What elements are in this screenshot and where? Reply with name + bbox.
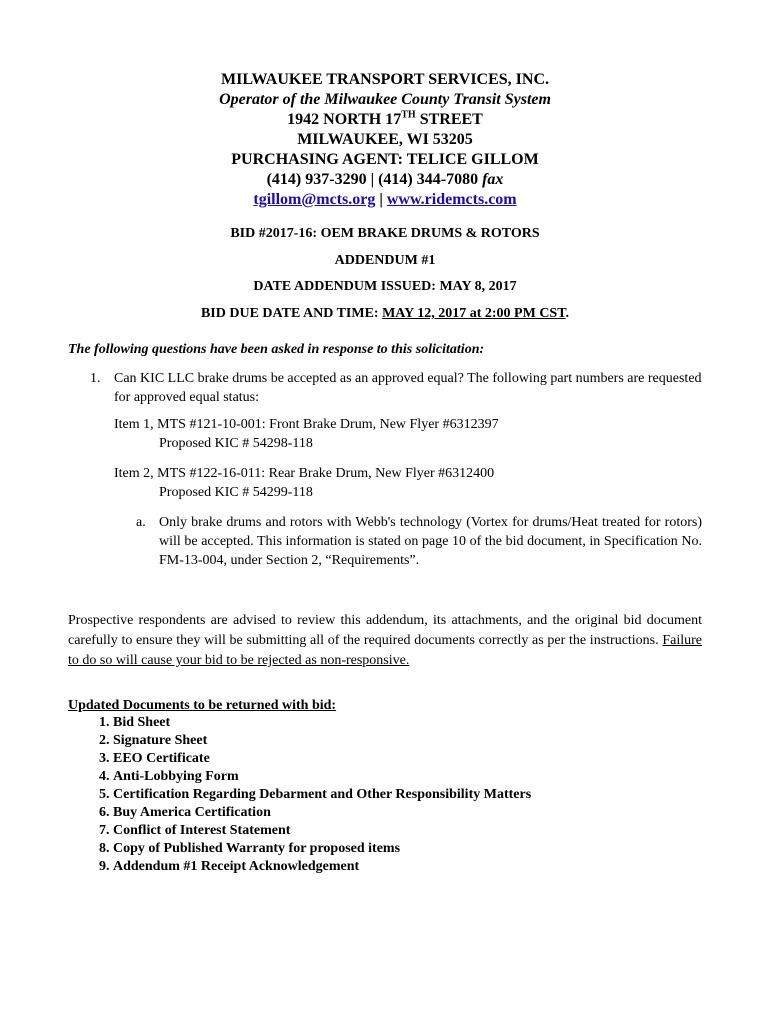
operator-line: Operator of the Milwaukee County Transit System <box>219 91 551 108</box>
answer-text: Only brake drums and rotors with Webb's technology (Vortex for drums/Heat treated for rotors) will be accepted. This information is stated on page 10 of the bid document, in Specification No. FM-13-004, under Section 2, “Requirements”. <box>159 515 702 568</box>
phone-line <box>0 170 770 190</box>
advisory-paragraph <box>68 611 702 671</box>
document-item: 7. Conflict of Interest Statement <box>113 822 708 840</box>
item1-line: Item 1, MTS #121-10-001: Front Brake Drum, New Flyer #6312397 <box>114 417 499 432</box>
document-item: 8. Copy of Published Warranty for proposed items <box>113 840 708 858</box>
email-link[interactable]: tgillom@mcts.org <box>253 191 376 208</box>
purchasing-agent: PURCHASING AGENT: TELICE GILLOM <box>231 151 539 168</box>
link-separator: | <box>375 191 387 208</box>
fax-label: fax <box>482 171 504 188</box>
question-number: 1. <box>90 371 101 386</box>
website-link[interactable]: www.ridemcts.com <box>386 191 517 208</box>
question-text: Can KIC LLC brake drums be accepted as an approved equal? The following part numbers are requested for approved equal status: <box>114 371 702 405</box>
address-street: STREET <box>415 111 483 128</box>
document-item: 9. Addendum #1 Receipt Acknowledgement <box>113 858 708 876</box>
document-item: 5. Certification Regarding Debarment and Other Responsibility Matters <box>113 786 708 804</box>
bid-due-label: BID DUE DATE AND TIME: <box>200 306 383 321</box>
documents-list <box>68 714 708 876</box>
address-number: 1942 NORTH 17 <box>287 111 402 128</box>
city-line: MILWAUKEE, WI 53205 <box>297 131 473 148</box>
bid-due-period: . <box>565 306 570 321</box>
document-item: 6. Buy America Certification <box>113 804 708 822</box>
company-name: MILWAUKEE TRANSPORT SERVICES, INC. <box>221 71 549 88</box>
documents-list-container <box>68 714 708 876</box>
item1-kic: Proposed KIC # 54298-118 <box>159 436 313 451</box>
letterhead <box>0 70 770 210</box>
document-item: 3. EEO Certificate <box>113 750 708 768</box>
bid-due-value: MAY 12, 2017 at 2:00 PM CST <box>382 306 566 321</box>
questions-intro: The following questions have been asked in response to this solicitation: <box>68 342 485 357</box>
documents-heading: Updated Documents to be returned with bid: <box>68 698 337 713</box>
addendum-number: ADDENDUM #1 <box>334 253 436 268</box>
document-item: 4. Anti-Lobbying Form <box>113 768 708 786</box>
advisory-text: Prospective respondents are advised to review this addendum, its attachments, and the original bid document carefully to ensure they will be submitting all of the required documents correctly as per the instructions. <box>68 613 702 648</box>
bid-due-line <box>0 304 770 324</box>
bid-title: BID #2017-16: OEM BRAKE DRUMS & ROTORS <box>230 226 540 241</box>
phone-numbers: (414) 937-3290 | (414) 344-7080 <box>266 171 483 188</box>
item2-line: Item 2, MTS #122-16-011: Rear Brake Drum, New Flyer #6312400 <box>114 466 495 481</box>
contact-links <box>0 190 770 210</box>
address-suffix: TH <box>401 109 416 121</box>
document-item: 1. Bid Sheet <box>113 714 708 732</box>
item2-kic: Proposed KIC # 54299-118 <box>159 485 313 500</box>
date-issued: DATE ADDENDUM ISSUED: MAY 8, 2017 <box>253 279 517 294</box>
document-item: 2. Signature Sheet <box>113 732 708 750</box>
advisory-warning: Failure to do so will cause your bid to be rejected as non-responsive. <box>68 633 702 668</box>
address-line <box>0 110 770 130</box>
answer-letter: a. <box>136 515 146 530</box>
